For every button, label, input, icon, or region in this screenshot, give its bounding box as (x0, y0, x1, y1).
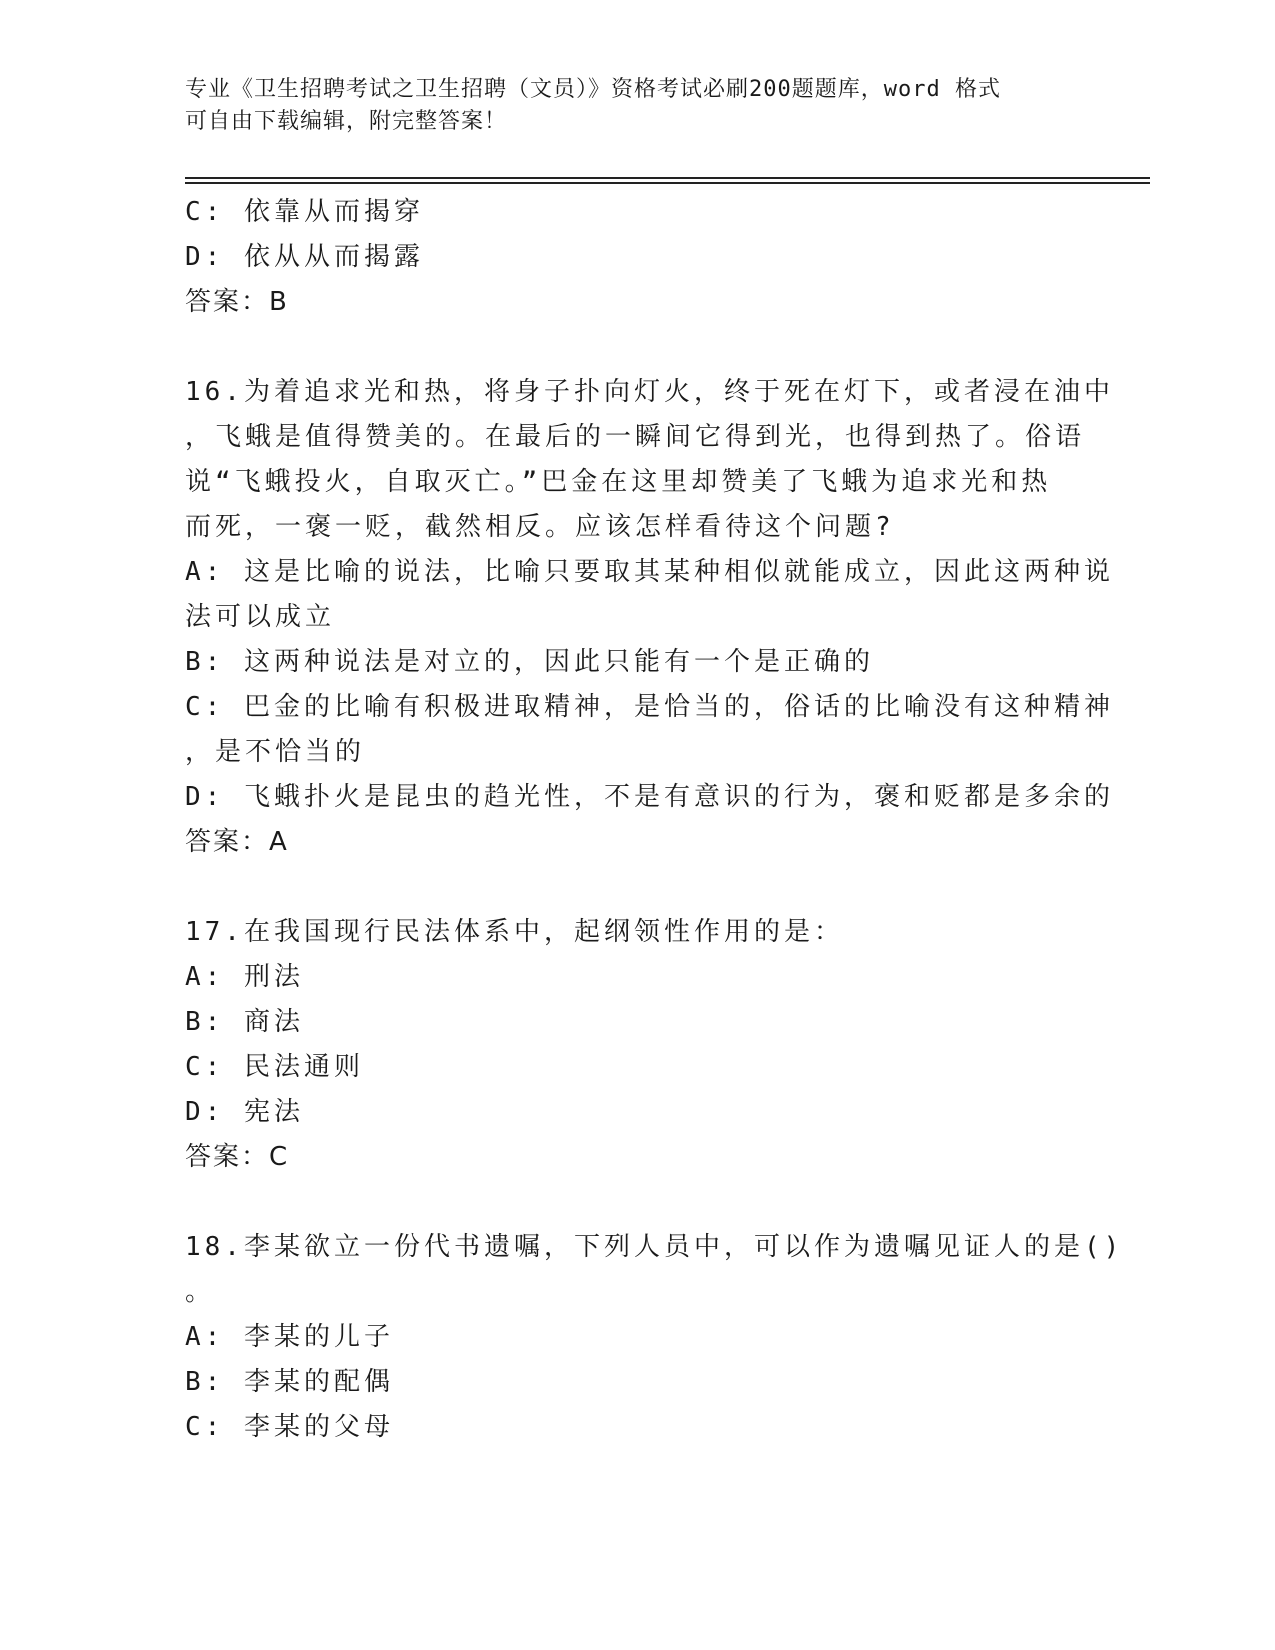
question-stem-line: 18.李某欲立一份代书遗嘱，下列人员中，可以作为遗嘱见证人的是() (185, 1232, 1124, 1262)
header-divider-top (185, 177, 1150, 179)
answer-line: 答案：B (185, 287, 289, 317)
option-c: C: 依靠从而揭穿 (185, 197, 424, 227)
question-16 (185, 370, 1114, 865)
option-a: A: 刑法 (185, 962, 304, 992)
question-18 (185, 1225, 1124, 1450)
document-header (185, 74, 1065, 138)
option-a-line: A: 这是比喻的说法，比喻只要取其某种相似就能成立，因此这两种说 (185, 557, 1114, 587)
answer-line: 答案：A (185, 827, 289, 857)
option-d: D: 宪法 (185, 1097, 304, 1127)
option-c: C: 李某的父母 (185, 1412, 394, 1442)
option-b: B: 李某的配偶 (185, 1367, 394, 1397)
question-15-tail (185, 190, 1085, 325)
question-stem-line: ，飞蛾是值得赞美的。在最后的一瞬间它得到光，也得到热了。俗语 (185, 422, 1086, 452)
question-17 (185, 910, 1085, 1180)
question-stem-line: 说“飞蛾投火，自取灭亡。”巴金在这里却赞美了飞蛾为追求光和热 (185, 467, 1052, 497)
header-title-line-2: 可自由下载编辑，附完整答案！ (185, 109, 508, 134)
option-d: D: 飞蛾扑火是昆虫的趋光性，不是有意识的行为，褒和贬都是多余的 (185, 782, 1114, 812)
question-stem-line: 。 (185, 1277, 216, 1307)
option-a: A: 李某的儿子 (185, 1322, 394, 1352)
option-c-line: ，是不恰当的 (185, 737, 366, 767)
option-b: B: 这两种说法是对立的，因此只能有一个是正确的 (185, 647, 874, 677)
spacer (185, 325, 1085, 370)
spacer (185, 1180, 1085, 1225)
question-list (185, 190, 1124, 1450)
question-stem-line: 而死，一褒一贬，截然相反。应该怎样看待这个问题? (185, 512, 895, 542)
header-divider-bottom (185, 182, 1150, 184)
option-d: D: 依从从而揭露 (185, 242, 424, 272)
header-title-line-1: 专业《卫生招聘考试之卫生招聘（文员）》资格考试必刷200题题库，word 格式 (185, 77, 1001, 102)
option-c-line: C: 巴金的比喻有积极进取精神，是恰当的，俗话的比喻没有这种精神 (185, 692, 1114, 722)
answer-line: 答案：C (185, 1142, 290, 1172)
option-b: B: 商法 (185, 1007, 304, 1037)
spacer (185, 865, 1085, 910)
question-stem: 17.在我国现行民法体系中，起纲领性作用的是： (185, 917, 844, 947)
question-stem-line: 16.为着追求光和热，将身子扑向灯火，终于死在灯下，或者浸在油中 (185, 377, 1114, 407)
option-c: C: 民法通则 (185, 1052, 364, 1082)
option-a-line: 法可以成立 (185, 602, 336, 632)
